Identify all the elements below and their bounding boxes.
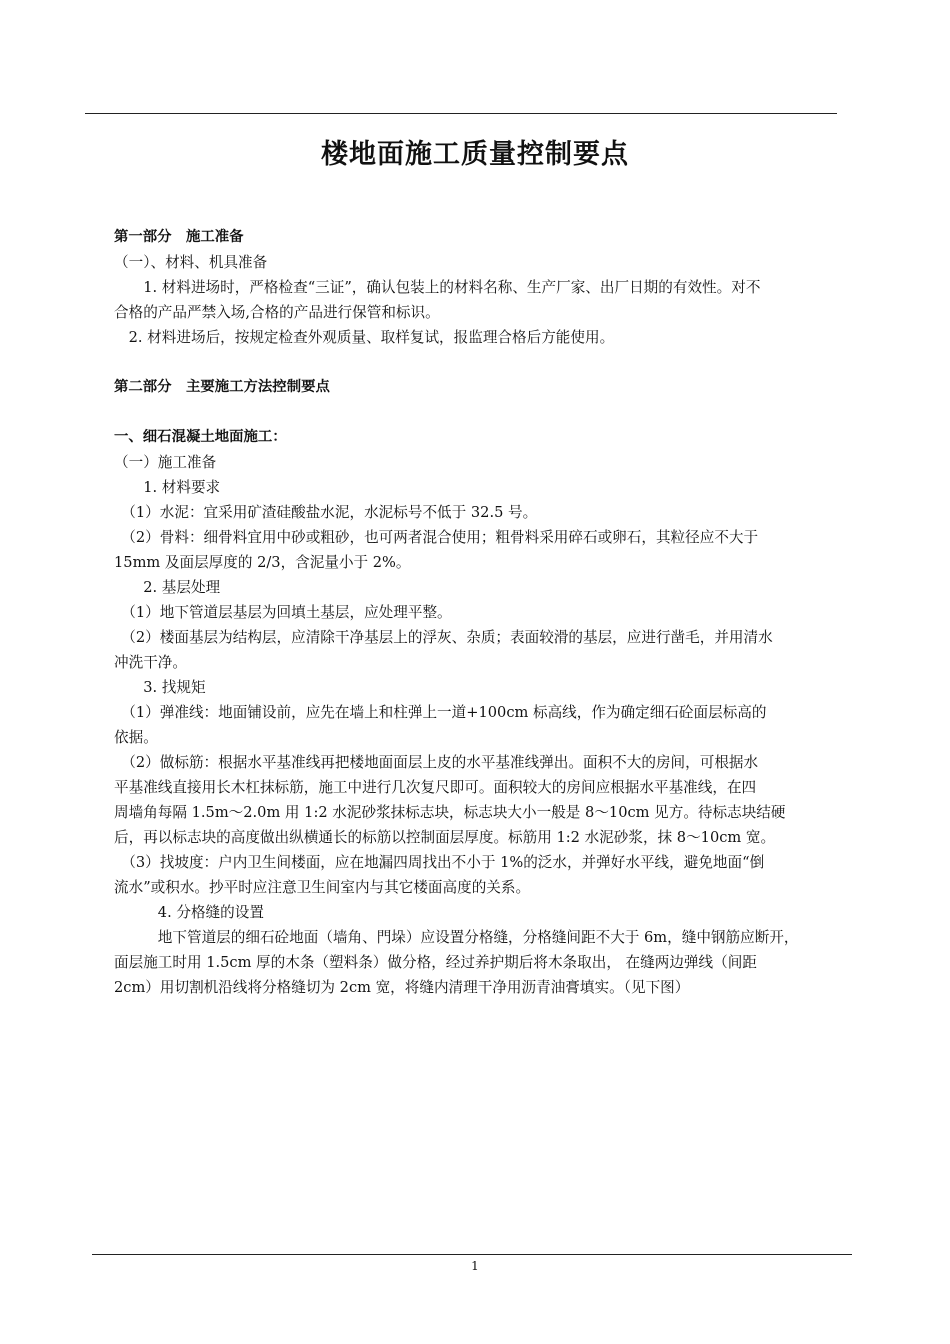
header-rule <box>85 113 837 114</box>
document-title: 楼地面施工质量控制要点 <box>321 139 629 170</box>
paragraph-line: （1）弹准线：地面铺设前，应先在墙上和柱弹上一道+100cm 标高线，作为确定细石砼面层标高的 <box>114 704 767 721</box>
paragraph-line: 3. 找规矩 <box>114 679 206 696</box>
paragraph-line: 后，再以标志块的高度做出纵横通长的标筋以控制面层厚度。标筋用 1:2 水泥砂浆，抹 8～10cm 宽。 <box>114 829 776 846</box>
paragraph-line: （1）地下管道层基层为回填土基层，应处理平整。 <box>114 604 452 621</box>
document-body <box>114 225 838 1000</box>
paragraph-line: 冲洗干净。 <box>114 654 187 671</box>
paragraph-line: 2. 基层处理 <box>114 579 221 596</box>
paragraph-line: （3）找坡度：户内卫生间楼面，应在地漏四周找出不小于 1%的泛水，并弹好水平线，避免地面“倒 <box>114 854 765 871</box>
paragraph-line: 周墙角每隔 1.5m～2.0m 用 1:2 水泥砂浆抹标志块，标志块大小一般是 8～10cm 见方。待标志块结硬 <box>114 804 786 821</box>
paragraph-line: 1. 材料进场时，严格检查“三证”，确认包装上的材料名称、生产厂家、出厂日期的有效性。对不 <box>114 279 761 296</box>
section-one-heading: 一、细石混凝土地面施工： <box>114 429 287 445</box>
paragraph-line: 1. 材料要求 <box>114 479 221 496</box>
paragraph-line: 2. 材料进场后，按规定检查外观质量、取样复试，报监理合格后方能使用。 <box>114 329 615 346</box>
paragraph-line: 4. 分格缝的设置 <box>114 904 264 921</box>
paragraph-line: （2）楼面基层为结构层，应清除干净基层上的浮灰、杂质；表面较滑的基层，应进行凿毛，并用清水 <box>114 629 773 646</box>
page-number: 1 <box>471 1259 479 1273</box>
paragraph-line: （一）、材料、机具准备 <box>114 254 268 271</box>
paragraph-line: 依据。 <box>114 729 158 746</box>
part-one-heading: 第一部分 施工准备 <box>114 229 244 245</box>
part-two-heading: 第二部分 主要施工方法控制要点 <box>114 379 330 395</box>
paragraph-line: 面层施工时用 1.5cm 厚的木条（塑料条）做分格，经过养护期后将木条取出， 在缝两边弹线（间距 <box>114 954 757 971</box>
paragraph-line: 地下管道层的细石砼地面（墙角、門垛）应设置分格缝，分格缝间距不大于 6m，缝中钢筋应断开， <box>114 929 799 946</box>
paragraph-line: 平基准线直接用长木杠抹标筋，施工中进行几次复尺即可。面积较大的房间应根据水平基准线，在四 <box>114 779 757 796</box>
paragraph-line: 2cm）用切割机沿线将分格缝切为 2cm 宽，将缝内清理干净用沥青油膏填实。（见下图） <box>114 979 690 996</box>
paragraph-line: （一）施工准备 <box>114 454 217 471</box>
paragraph-line: 流水”或积水。抄平时应注意卫生间室内与其它楼面高度的关系。 <box>114 879 531 896</box>
paragraph-line: （1）水泥：宜采用矿渣硅酸盐水泥，水泥标号不低于 32.5 号。 <box>114 504 538 521</box>
paragraph-line: 15mm 及面层厚度的 2/3，含泥量小于 2%。 <box>114 554 411 571</box>
paragraph-line: （2）骨料：细骨料宜用中砂或粗砂，也可两者混合使用；粗骨料采用碎石或卵石，其粒径应不大于 <box>114 529 759 546</box>
paragraph-line: （2）做标筋：根据水平基准线再把楼地面面层上皮的水平基准线弹出。面积不大的房间，可根据水 <box>114 754 759 771</box>
footer-rule <box>92 1254 852 1255</box>
paragraph-line: 合格的产品严禁入场,合格的产品进行保管和标识。 <box>114 304 440 321</box>
